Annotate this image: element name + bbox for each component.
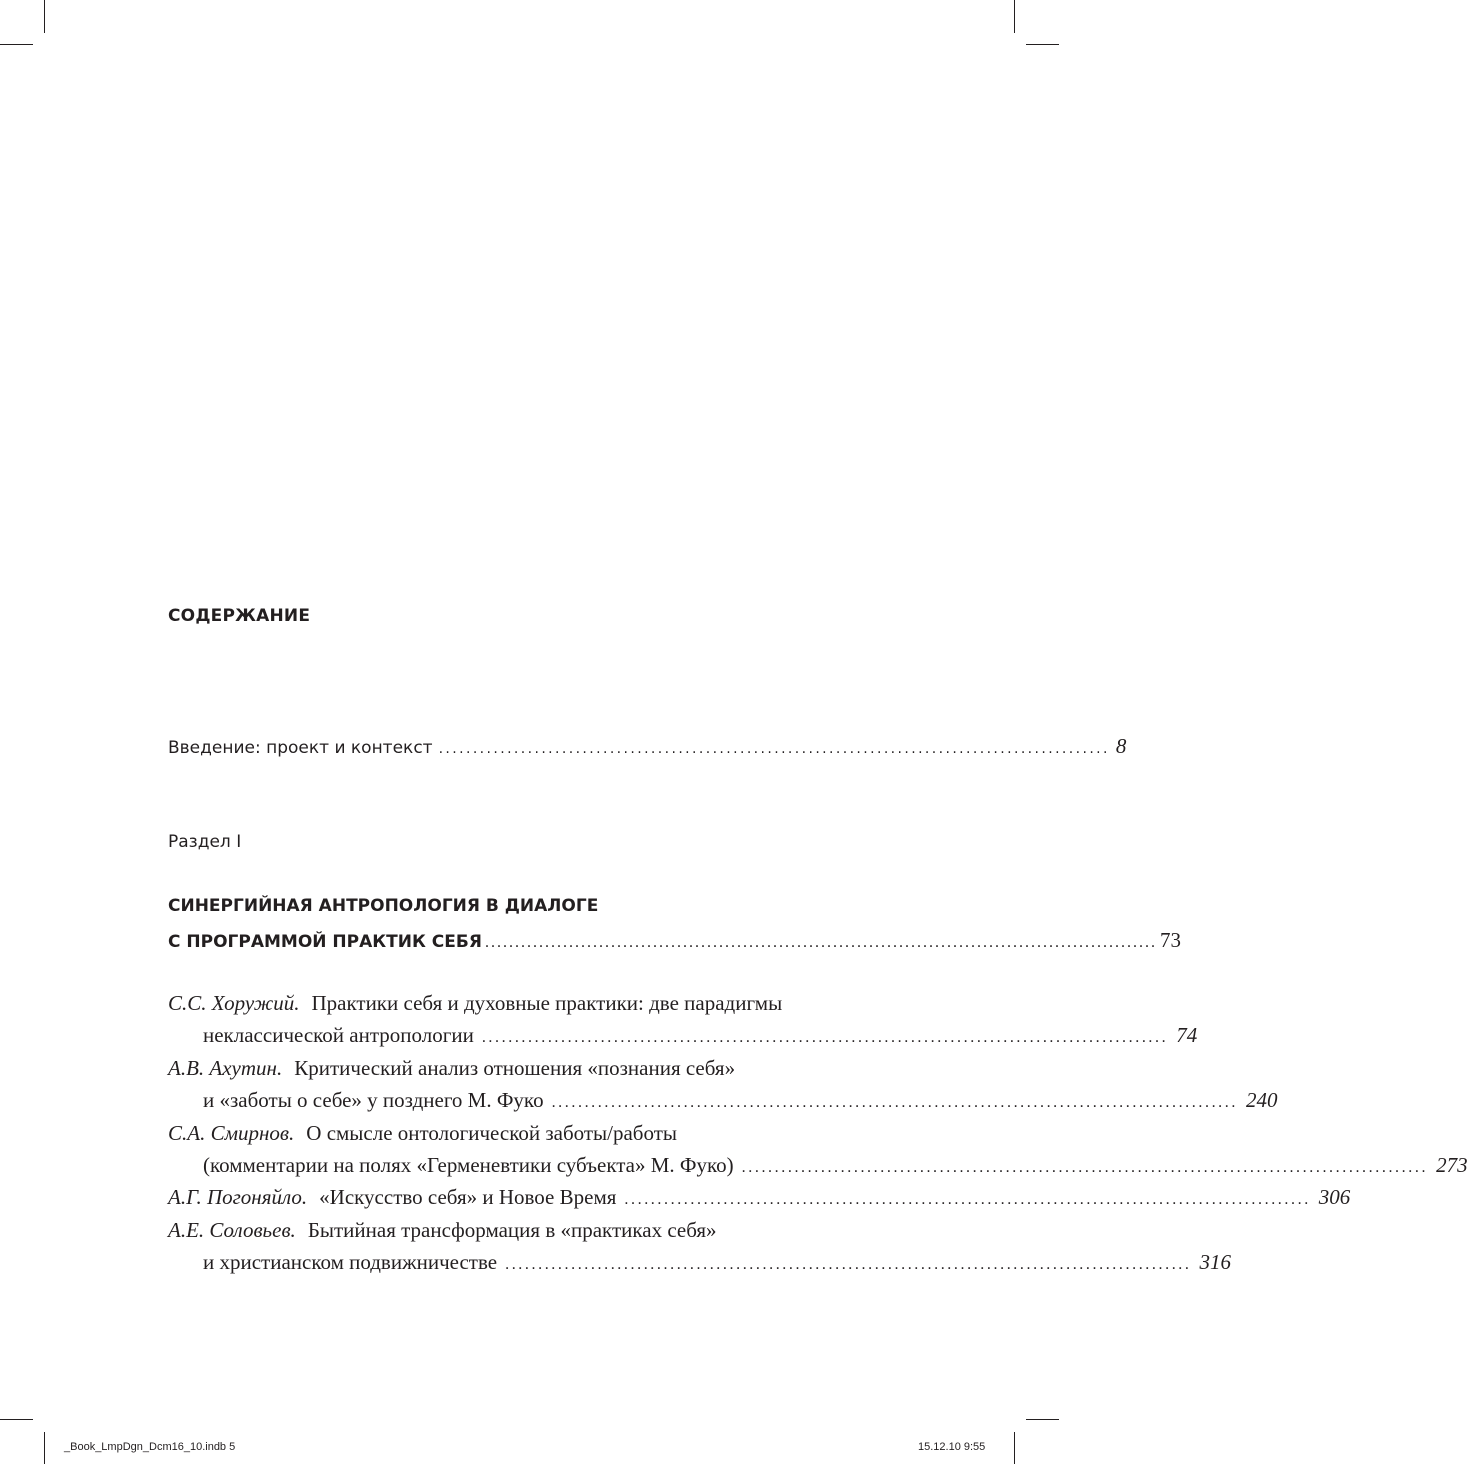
- crop-mark: [44, 0, 45, 33]
- entry-title: Бытийная трансформация в «практиках себя»: [307, 1218, 717, 1242]
- crop-mark: [44, 1432, 45, 1464]
- print-slug-file: _Book_LmpDgn_Dcm16_10.indb 5: [64, 1441, 236, 1453]
- entry-title-cont: неклассической антропологии: [203, 1023, 474, 1047]
- entry-title: Критический анализ отношения «познания себя»: [294, 1056, 736, 1080]
- toc-entry-label: Введение: проект и контекст: [168, 738, 433, 758]
- crop-mark: [0, 44, 33, 45]
- leader-dots: ........................................................................................................: [741, 1159, 1429, 1176]
- crop-mark: [0, 1419, 33, 1420]
- toc-entry[interactable]: [168, 1218, 717, 1243]
- toc-entry-continuation[interactable]: [203, 1153, 1468, 1178]
- entry-author: А.В. Ахутин.: [168, 1056, 283, 1080]
- entry-title: Практики себя и духовные практики: две парадигмы: [311, 991, 783, 1015]
- entry-title-cont: (комментарии на полях «Герменевтики субъекта» М. Фуко): [203, 1153, 734, 1177]
- entry-author: А.Г. Погоняйло.: [168, 1185, 308, 1209]
- page-title: СОДЕРЖАНИЕ: [168, 606, 311, 626]
- crop-mark: [1026, 1419, 1059, 1420]
- leader-dots: ........................................................................................................: [505, 1256, 1192, 1273]
- section-title: СИНЕРГИЙНАЯ АНТРОПОЛОГИЯ В ДИАЛОГЕ: [168, 896, 599, 916]
- toc-page-number: 8: [1115, 734, 1127, 758]
- toc-page-number: 316: [1199, 1250, 1231, 1274]
- toc-entry[interactable]: [168, 1185, 1351, 1210]
- section-title-line2: С ПРОГРАММОЙ ПРАКТИК СЕБЯ: [168, 932, 482, 952]
- toc-entry-continuation[interactable]: [203, 1023, 1198, 1048]
- print-slug-datetime: 15.12.10 9:55: [918, 1441, 986, 1453]
- entry-author: А.Е. Соловьев.: [168, 1218, 296, 1242]
- toc-page-number: 273: [1436, 1153, 1468, 1177]
- leader-dots: ................................................................................................................: [484, 934, 1157, 951]
- toc-page-number: 240: [1245, 1088, 1278, 1112]
- leader-dots: ........................................................................................................: [481, 1029, 1169, 1046]
- entry-title: «Искусство себя» и Новое Время: [319, 1185, 617, 1209]
- crop-mark: [1014, 1432, 1015, 1464]
- entry-title-cont: и «заботы о себе» у позднего М. Фуко: [203, 1088, 544, 1112]
- leader-dots: ........................................................................................................: [551, 1094, 1238, 1111]
- entry-author: С.С. Хоружий.: [168, 991, 300, 1015]
- toc-entry[interactable]: [168, 1056, 735, 1081]
- toc-entry[interactable]: [168, 991, 782, 1016]
- entry-title-cont: и христианском подвижничестве: [203, 1250, 498, 1274]
- entry-title: О смысле онтологической заботы/работы: [306, 1121, 677, 1145]
- toc-entry-continuation[interactable]: [203, 1250, 1231, 1275]
- toc-page-number: 306: [1318, 1185, 1351, 1209]
- leader-dots: ..................................................................................................: [438, 741, 1110, 757]
- leader-dots: ........................................................................................................: [624, 1191, 1311, 1208]
- toc-entry-continuation[interactable]: [203, 1088, 1278, 1113]
- crop-mark: [1014, 0, 1015, 33]
- entry-author: С.А. Смирнов.: [168, 1121, 295, 1145]
- toc-page-number: 74: [1176, 1023, 1198, 1047]
- toc-entry[interactable]: [168, 1121, 677, 1146]
- toc-entry-intro[interactable]: [168, 734, 1127, 759]
- toc-page-number: 73: [1159, 928, 1181, 952]
- section-label: Раздел I: [168, 832, 242, 852]
- toc-entry-section[interactable]: [168, 928, 1181, 953]
- crop-mark: [1026, 44, 1059, 45]
